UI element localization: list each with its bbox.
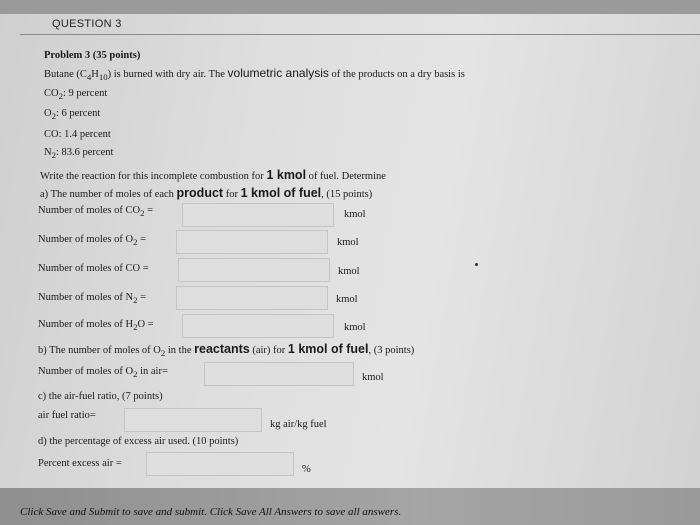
air-fuel-ratio-input[interactable] <box>124 408 262 432</box>
part-a-heading: a) The number of moles of each product for 1 kmol of fuel, (15 points) <box>40 186 373 200</box>
moles-h2o-input[interactable] <box>182 314 334 338</box>
analysis-co: CO: 1.4 percent <box>44 129 111 140</box>
excess-air-input[interactable] <box>146 452 294 476</box>
air-o2-input[interactable] <box>204 362 354 386</box>
title-divider <box>20 34 700 35</box>
moles-co-label: Number of moles of CO = <box>38 263 149 274</box>
air-o2-label: Number of moles of $O_2$ in air= <box>38 366 168 380</box>
moles-h2o-unit: kmol <box>344 322 366 333</box>
air-fuel-ratio-unit: kg air/kg fuel <box>270 419 327 430</box>
moles-co2-input[interactable] <box>182 203 334 227</box>
moles-n2-unit: kmol <box>336 294 358 305</box>
moles-h2o-label: Number of moles of $H_2O$ = <box>38 319 154 333</box>
moles-co2-unit: kmol <box>344 209 366 220</box>
analysis-co2: $CO_2$: 9 percent <box>44 88 108 102</box>
footer-instructions: Click Save and Submit to save and submit. Click Save All Answers to save all answers. <box>20 506 402 518</box>
analysis-o2: $O_2$: 6 percent <box>44 108 101 122</box>
part-c-heading: c) the air-fuel ratio, (7 points) <box>38 391 163 402</box>
air-fuel-ratio-label: air fuel ratio= <box>38 410 96 421</box>
air-o2-unit: kmol <box>362 372 384 383</box>
stray-dot <box>475 263 478 266</box>
question-title: QUESTION 3 <box>52 18 122 30</box>
moles-o2-unit: kmol <box>337 237 359 248</box>
problem-intro: Butane $(C_4H_{10})$ is burned with dry air. The volumetric analysis of the products on a dry basis is <box>44 66 465 83</box>
part-b-heading: b) The number of moles of $O_2$ in the reactants (air) for 1 kmol of fuel, (3 points) <box>38 342 415 359</box>
moles-o2-label: Number of moles of $O_2$ = <box>38 234 146 248</box>
excess-air-label: Percent excess air = <box>38 458 122 469</box>
write-reaction-text: Write the reaction for this incomplete combustion for 1 kmol of fuel. Determine <box>40 168 386 182</box>
moles-n2-label: Number of moles of $N_2$ = <box>38 292 146 306</box>
moles-n2-input[interactable] <box>176 286 328 310</box>
analysis-n2: $N_2$: 83.6 percent <box>44 147 114 161</box>
moles-o2-input[interactable] <box>176 230 328 254</box>
part-d-heading: d) the percentage of excess air used. (10 points) <box>38 436 239 447</box>
problem-header: Problem 3 (35 points) <box>44 50 141 61</box>
moles-co2-label: Number of moles of $CO_2$ = <box>38 205 153 219</box>
top-bar <box>0 0 700 14</box>
moles-co-input[interactable] <box>178 258 330 282</box>
excess-air-unit: % <box>302 464 311 475</box>
moles-co-unit: kmol <box>338 266 360 277</box>
